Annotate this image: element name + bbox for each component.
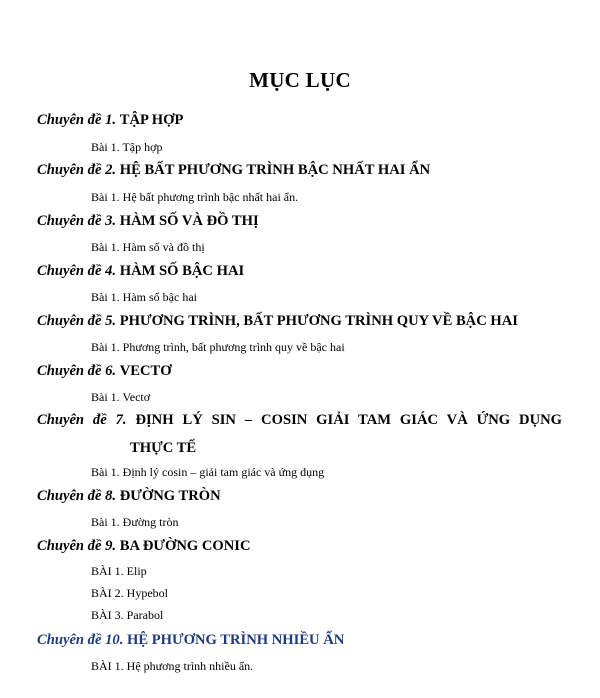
chapter-7-name: ĐỊNH LÝ SIN – COSIN GIẢI TAM GIÁC VÀ ỨNG DỤNG xyxy=(135,412,563,428)
chapter-5-lesson-1: Bài 1. Phương trình, bất phương trình quy về bậc hai xyxy=(91,340,345,354)
chapter-5-heading xyxy=(37,311,562,331)
toc-title: MỤC LỤC xyxy=(249,68,351,92)
chapter-3-prefix: Chuyên đề 3. xyxy=(37,213,117,229)
chapter-10-heading xyxy=(37,630,562,650)
chapter-9-name: BA ĐƯỜNG CONIC xyxy=(119,538,251,554)
chapter-6-prefix: Chuyên đề 6. xyxy=(37,363,117,379)
chapter-3-name: HÀM SỐ VÀ ĐỒ THỊ xyxy=(119,213,259,229)
chapter-2-heading xyxy=(37,160,562,180)
chapter-4-heading xyxy=(37,261,562,281)
chapter-9-heading xyxy=(37,536,562,556)
chapter-4-prefix: Chuyên đề 4. xyxy=(37,263,117,279)
chapter-6-heading xyxy=(37,361,562,381)
chapter-6-lesson-1: Bài 1. Vectơ xyxy=(91,390,151,404)
chapter-8-name: ĐƯỜNG TRÒN xyxy=(119,488,221,504)
chapter-7-prefix: Chuyên đề 7. xyxy=(37,412,127,428)
chapter-7-name-continued: THỰC TẾ xyxy=(130,440,197,456)
chapter-4-lesson-1: Bài 1. Hàm số bậc hai xyxy=(91,290,197,304)
chapter-3-heading xyxy=(37,211,562,231)
chapter-10-lesson-1: BÀI 1. Hệ phương trình nhiều ẩn. xyxy=(91,659,254,673)
chapter-9-lesson-2: BÀI 2. Hypebol xyxy=(91,586,168,600)
chapter-10-name: HỆ PHƯƠNG TRÌNH NHIỀU ẨN xyxy=(127,632,345,648)
chapter-6-name: VECTƠ xyxy=(119,363,172,379)
chapter-1-lesson-1: Bài 1. Tập hợp xyxy=(91,140,163,154)
chapter-4-name: HÀM SỐ BẬC HAI xyxy=(119,263,245,279)
chapter-1-name: TẬP HỢP xyxy=(119,112,184,128)
chapter-8-prefix: Chuyên đề 8. xyxy=(37,488,117,504)
chapter-1-heading xyxy=(37,110,562,130)
chapter-9-lesson-3: BÀI 3. Parabol xyxy=(91,608,164,622)
chapter-7-heading xyxy=(37,410,562,430)
chapter-2-prefix: Chuyên đề 2. xyxy=(37,162,117,178)
chapter-8-heading xyxy=(37,486,562,506)
chapter-5-name: PHƯƠNG TRÌNH, BẤT PHƯƠNG TRÌNH QUY VỀ BẬC HAI xyxy=(119,313,518,329)
chapter-3-lesson-1: Bài 1. Hàm số và đồ thị xyxy=(91,240,205,254)
chapter-2-lesson-1: Bài 1. Hệ bất phương trình bậc nhất hai ẩn. xyxy=(91,190,299,204)
chapter-7-lesson-1: Bài 1. Định lý cosin – giải tam giác và ứng dụng xyxy=(91,465,325,479)
chapter-9-lesson-1: BÀI 1. Elip xyxy=(91,564,147,578)
chapter-2-name: HỆ BẤT PHƯƠNG TRÌNH BẬC NHẤT HAI ẨN xyxy=(119,162,431,178)
chapter-1-prefix: Chuyên đề 1. xyxy=(37,112,117,128)
chapter-10-prefix: Chuyên đề 10. xyxy=(37,632,124,648)
chapter-9-prefix: Chuyên đề 9. xyxy=(37,538,117,554)
chapter-5-prefix: Chuyên đề 5. xyxy=(37,313,117,329)
chapter-8-lesson-1: Bài 1. Đường tròn xyxy=(91,515,179,529)
